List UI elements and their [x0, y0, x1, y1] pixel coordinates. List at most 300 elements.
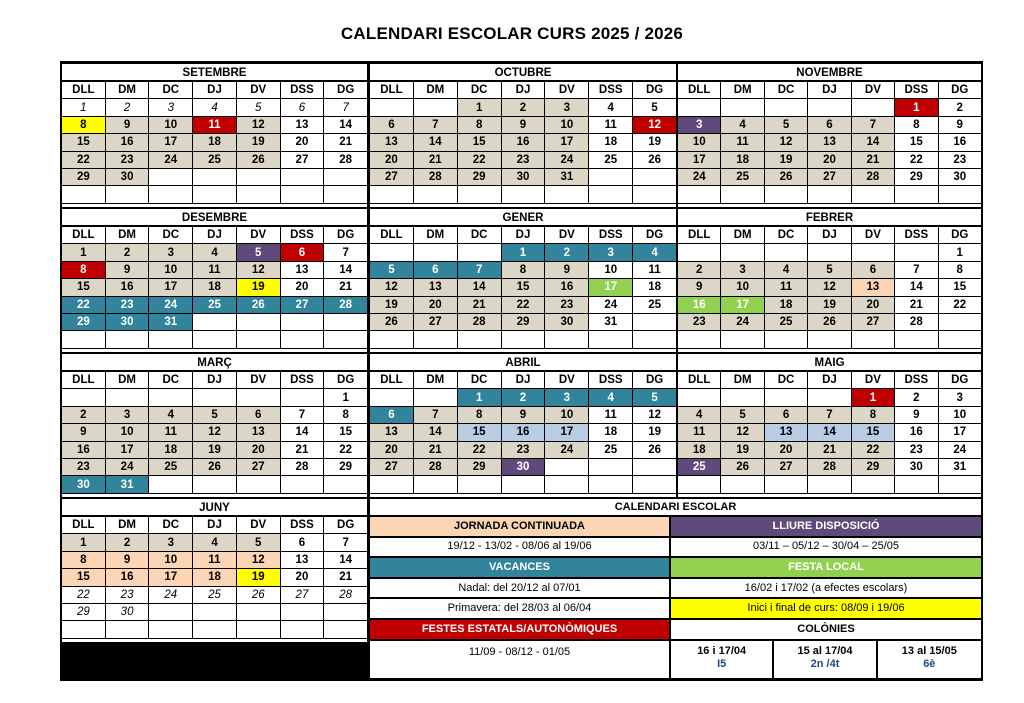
- day-cell: 26: [765, 169, 808, 186]
- day-cell: [281, 314, 325, 331]
- week-row: [678, 442, 981, 459]
- day-cell: 11: [193, 117, 237, 134]
- day-cell: [281, 604, 325, 621]
- day-cell: 15: [939, 279, 981, 296]
- day-cell: [502, 186, 546, 203]
- week-row: [678, 169, 981, 186]
- day-cell: 28: [324, 587, 367, 604]
- jornada-continuada-value: 19/12 - 13/02 - 08/06 al 19/06: [370, 538, 671, 559]
- day-cell: 19: [808, 297, 851, 314]
- month-setembre: [62, 64, 367, 207]
- day-cell: 19: [237, 569, 281, 586]
- legend-title: CALENDARI ESCOLAR: [370, 499, 981, 517]
- day-cell: 9: [62, 424, 106, 441]
- day-cell: 22: [939, 297, 981, 314]
- inici-final-value: Inici i final de curs: 08/09 i 19/06: [671, 599, 981, 620]
- day-cell: 27: [237, 459, 281, 476]
- day-cell: 31: [106, 476, 150, 493]
- day-cell: 2: [895, 389, 938, 406]
- day-cell: 23: [502, 442, 546, 459]
- day-cell: [414, 186, 458, 203]
- day-cell: 8: [62, 552, 106, 569]
- legend-panel: [370, 499, 981, 678]
- day-cell: 25: [589, 152, 633, 169]
- month-name: MARÇ: [62, 354, 367, 372]
- day-cell: 5: [633, 99, 676, 116]
- weekday-label: DSS: [589, 227, 633, 244]
- day-cell: 16: [62, 442, 106, 459]
- week-row: [62, 442, 367, 459]
- day-cell: [370, 99, 414, 116]
- day-cell: [589, 169, 633, 186]
- day-cell: 3: [149, 99, 193, 116]
- day-cell: [678, 331, 721, 348]
- weekday-label: DC: [149, 227, 193, 244]
- weekday-label: DV: [545, 82, 589, 99]
- day-cell: 6: [414, 262, 458, 279]
- weekday-header-row: [370, 227, 676, 244]
- lliure-disposicio-value: 03/11 – 05/12 – 30/04 – 25/05: [671, 538, 981, 559]
- weekday-label: DG: [324, 517, 367, 534]
- weekday-label: DSS: [589, 82, 633, 99]
- weekday-label: DC: [149, 372, 193, 389]
- day-cell: 23: [62, 459, 106, 476]
- day-cell: [193, 604, 237, 621]
- month-name: FEBRER: [678, 209, 981, 227]
- weekday-label: DLL: [62, 227, 106, 244]
- colonies-label: COLÒNIES: [671, 620, 981, 641]
- day-cell: 9: [895, 407, 938, 424]
- day-cell: 12: [237, 552, 281, 569]
- day-cell: [808, 389, 851, 406]
- day-cell: 27: [370, 169, 414, 186]
- day-cell: [852, 186, 895, 203]
- day-cell: [502, 331, 546, 348]
- day-cell: [545, 476, 589, 493]
- week-row: [678, 424, 981, 441]
- day-cell: 2: [545, 244, 589, 261]
- day-cell: 30: [502, 459, 546, 476]
- day-cell: 5: [370, 262, 414, 279]
- weekday-label: DV: [852, 372, 895, 389]
- jornada-continuada-label: JORNADA CONTINUADA: [370, 517, 671, 538]
- day-cell: [589, 186, 633, 203]
- day-cell: [808, 244, 851, 261]
- day-cell: [852, 99, 895, 116]
- day-cell: 30: [545, 314, 589, 331]
- colonies-entry: [878, 641, 981, 678]
- day-cell: 3: [545, 99, 589, 116]
- day-cell: [721, 331, 764, 348]
- day-cell: 15: [62, 569, 106, 586]
- day-cell: 26: [633, 152, 676, 169]
- day-cell: 19: [237, 279, 281, 296]
- day-cell: 22: [502, 297, 546, 314]
- day-cell: 10: [678, 134, 721, 151]
- weekday-header-row: [370, 372, 676, 389]
- day-cell: [458, 331, 502, 348]
- day-cell: 10: [106, 424, 150, 441]
- day-cell: [414, 389, 458, 406]
- day-cell: 18: [589, 424, 633, 441]
- day-cell: 30: [502, 169, 546, 186]
- day-cell: 17: [149, 279, 193, 296]
- day-cell: 1: [939, 244, 981, 261]
- day-cell: [895, 186, 938, 203]
- day-cell: 29: [458, 169, 502, 186]
- day-cell: 13: [808, 134, 851, 151]
- day-cell: [633, 476, 676, 493]
- day-cell: 28: [808, 459, 851, 476]
- day-cell: [149, 604, 193, 621]
- day-cell: 27: [281, 297, 325, 314]
- day-cell: 1: [62, 99, 106, 116]
- day-cell: [370, 244, 414, 261]
- day-cell: 27: [281, 587, 325, 604]
- day-cell: 18: [765, 297, 808, 314]
- day-cell: 7: [324, 244, 367, 261]
- day-cell: 10: [589, 262, 633, 279]
- day-cell: 12: [765, 134, 808, 151]
- week-row: [62, 331, 367, 348]
- day-cell: 4: [633, 244, 676, 261]
- week-row: [62, 459, 367, 476]
- weekday-label: DLL: [370, 82, 414, 99]
- week-row: [678, 134, 981, 151]
- day-cell: 11: [149, 424, 193, 441]
- day-cell: 23: [545, 297, 589, 314]
- day-cell: [808, 99, 851, 116]
- day-cell: [281, 389, 325, 406]
- day-cell: 28: [281, 459, 325, 476]
- day-cell: [281, 476, 325, 493]
- day-cell: 26: [237, 297, 281, 314]
- day-cell: 11: [193, 262, 237, 279]
- day-cell: 26: [237, 152, 281, 169]
- month-juny: [62, 499, 367, 642]
- day-cell: [852, 244, 895, 261]
- day-cell: 7: [895, 262, 938, 279]
- day-cell: 5: [237, 99, 281, 116]
- day-cell: 7: [324, 534, 367, 551]
- day-cell: 24: [721, 314, 764, 331]
- day-cell: 28: [458, 314, 502, 331]
- day-cell: 26: [721, 459, 764, 476]
- day-cell: 19: [721, 442, 764, 459]
- day-cell: 26: [808, 314, 851, 331]
- weekday-label: DLL: [62, 372, 106, 389]
- day-cell: 17: [678, 152, 721, 169]
- day-cell: 21: [808, 442, 851, 459]
- day-cell: 24: [149, 152, 193, 169]
- day-cell: 7: [458, 262, 502, 279]
- week-row: [370, 152, 676, 169]
- day-cell: 18: [633, 279, 676, 296]
- day-cell: 17: [589, 279, 633, 296]
- day-cell: 5: [237, 244, 281, 261]
- weekday-label: DG: [324, 227, 367, 244]
- day-cell: 17: [545, 424, 589, 441]
- day-cell: [106, 389, 150, 406]
- day-cell: 13: [370, 134, 414, 151]
- day-cell: 16: [678, 297, 721, 314]
- festes-value: 11/09 - 08/12 - 01/05: [370, 641, 671, 678]
- week-row: [370, 331, 676, 348]
- day-cell: 1: [852, 389, 895, 406]
- day-cell: 9: [502, 117, 546, 134]
- day-cell: 30: [939, 169, 981, 186]
- day-cell: 17: [149, 569, 193, 586]
- month-març: [62, 354, 367, 497]
- day-cell: [193, 186, 237, 203]
- day-cell: [62, 621, 106, 638]
- day-cell: 14: [324, 262, 367, 279]
- day-cell: 1: [502, 244, 546, 261]
- month-name: SETEMBRE: [62, 64, 367, 82]
- day-cell: 2: [106, 244, 150, 261]
- day-cell: 2: [106, 534, 150, 551]
- day-cell: 11: [589, 407, 633, 424]
- day-cell: 19: [237, 134, 281, 151]
- day-cell: 5: [721, 407, 764, 424]
- day-cell: 20: [370, 442, 414, 459]
- week-row: [62, 621, 367, 638]
- day-cell: 20: [852, 297, 895, 314]
- weekday-label: DM: [721, 82, 764, 99]
- day-cell: [414, 331, 458, 348]
- day-cell: 20: [370, 152, 414, 169]
- day-cell: 21: [324, 279, 367, 296]
- day-cell: 9: [106, 262, 150, 279]
- month-name: ABRIL: [370, 354, 676, 372]
- day-cell: 18: [193, 279, 237, 296]
- day-cell: 15: [458, 424, 502, 441]
- day-cell: 2: [502, 99, 546, 116]
- day-cell: 18: [193, 134, 237, 151]
- lliure-disposicio-label: LLIURE DISPOSICIÓ: [671, 517, 981, 538]
- day-cell: 13: [237, 424, 281, 441]
- week-row: [62, 99, 367, 116]
- week-row: [62, 169, 367, 186]
- week-row: [62, 604, 367, 621]
- month-gener: [370, 209, 676, 352]
- colonies-entry: [774, 641, 877, 678]
- primavera-value: Primavera: del 28/03 al 06/04: [370, 599, 671, 620]
- weekday-label: DM: [106, 372, 150, 389]
- weekday-label: DM: [106, 517, 150, 534]
- week-row: [62, 552, 367, 569]
- month-octubre: [370, 64, 676, 207]
- weekday-label: DJ: [193, 227, 237, 244]
- day-cell: 10: [545, 407, 589, 424]
- day-cell: 29: [458, 459, 502, 476]
- day-cell: 28: [414, 169, 458, 186]
- weekday-label: DC: [765, 227, 808, 244]
- day-cell: 30: [106, 314, 150, 331]
- day-cell: 15: [62, 134, 106, 151]
- day-cell: [62, 331, 106, 348]
- day-cell: [370, 389, 414, 406]
- day-cell: 3: [149, 244, 193, 261]
- day-cell: [545, 331, 589, 348]
- day-cell: 4: [193, 244, 237, 261]
- day-cell: 8: [458, 117, 502, 134]
- weekday-label: DV: [237, 82, 281, 99]
- day-cell: [458, 244, 502, 261]
- day-cell: 11: [589, 117, 633, 134]
- day-cell: [324, 314, 367, 331]
- day-cell: 29: [852, 459, 895, 476]
- day-cell: 14: [324, 552, 367, 569]
- weekday-label: DG: [633, 82, 676, 99]
- day-cell: 9: [106, 552, 150, 569]
- day-cell: [62, 186, 106, 203]
- month-maig: [678, 354, 981, 497]
- weekday-label: DLL: [370, 372, 414, 389]
- week-row: [62, 117, 367, 134]
- day-cell: 15: [62, 279, 106, 296]
- week-row: [370, 134, 676, 151]
- week-row: [62, 476, 367, 493]
- day-cell: 19: [633, 134, 676, 151]
- day-cell: 12: [237, 262, 281, 279]
- month-name: DESEMBRE: [62, 209, 367, 227]
- weekday-label: DSS: [281, 372, 325, 389]
- day-cell: [502, 476, 546, 493]
- week-row: [62, 587, 367, 604]
- month-name: JUNY: [62, 499, 367, 517]
- week-row: [62, 152, 367, 169]
- day-cell: 7: [808, 407, 851, 424]
- day-cell: [237, 604, 281, 621]
- colonies-dates: 16 i 17/04: [697, 644, 747, 657]
- day-cell: [414, 244, 458, 261]
- day-cell: 28: [895, 314, 938, 331]
- day-cell: 4: [589, 99, 633, 116]
- day-cell: 23: [939, 152, 981, 169]
- day-cell: 7: [281, 407, 325, 424]
- day-cell: 10: [545, 117, 589, 134]
- day-cell: [678, 186, 721, 203]
- day-cell: 14: [458, 279, 502, 296]
- day-cell: [237, 389, 281, 406]
- day-cell: 2: [502, 389, 546, 406]
- month-name: GENER: [370, 209, 676, 227]
- day-cell: 16: [895, 424, 938, 441]
- day-cell: 12: [633, 407, 676, 424]
- weekday-header-row: [678, 227, 981, 244]
- day-cell: [370, 331, 414, 348]
- day-cell: [721, 99, 764, 116]
- day-cell: [678, 99, 721, 116]
- day-cell: 15: [324, 424, 367, 441]
- day-cell: 1: [62, 244, 106, 261]
- day-cell: 10: [939, 407, 981, 424]
- vacances-label: VACANCES: [370, 558, 671, 579]
- day-cell: 30: [106, 604, 150, 621]
- month-febrer: [678, 209, 981, 352]
- day-cell: [106, 621, 150, 638]
- day-cell: 25: [721, 169, 764, 186]
- day-cell: 15: [458, 134, 502, 151]
- week-row: [678, 262, 981, 279]
- festa-local-label: FESTA LOCAL: [671, 558, 981, 579]
- day-cell: 14: [414, 134, 458, 151]
- day-cell: 24: [545, 152, 589, 169]
- weekday-label: DJ: [502, 227, 546, 244]
- day-cell: 16: [502, 134, 546, 151]
- month-novembre: [678, 64, 981, 207]
- day-cell: 7: [414, 407, 458, 424]
- day-cell: [237, 186, 281, 203]
- weekday-label: DC: [149, 517, 193, 534]
- week-row: [62, 389, 367, 406]
- day-cell: [895, 331, 938, 348]
- day-cell: 16: [545, 279, 589, 296]
- day-cell: [370, 476, 414, 493]
- day-cell: [939, 186, 981, 203]
- day-cell: [589, 476, 633, 493]
- weekday-label: DG: [324, 82, 367, 99]
- day-cell: [939, 314, 981, 331]
- day-cell: 17: [939, 424, 981, 441]
- day-cell: [895, 244, 938, 261]
- day-cell: 14: [808, 424, 851, 441]
- day-cell: [633, 186, 676, 203]
- day-cell: 3: [678, 117, 721, 134]
- day-cell: 12: [237, 117, 281, 134]
- day-cell: 6: [370, 117, 414, 134]
- day-cell: 29: [895, 169, 938, 186]
- weekday-label: DLL: [678, 372, 721, 389]
- week-row: [62, 297, 367, 314]
- day-cell: [939, 476, 981, 493]
- day-cell: 29: [324, 459, 367, 476]
- week-row: [370, 297, 676, 314]
- day-cell: 16: [106, 279, 150, 296]
- day-cell: 4: [589, 389, 633, 406]
- day-cell: 4: [193, 99, 237, 116]
- day-cell: 1: [62, 534, 106, 551]
- day-cell: 18: [721, 152, 764, 169]
- week-row: [370, 262, 676, 279]
- day-cell: 15: [502, 279, 546, 296]
- weekday-label: DM: [721, 227, 764, 244]
- day-cell: [324, 476, 367, 493]
- day-cell: 3: [106, 407, 150, 424]
- week-row: [370, 389, 676, 406]
- day-cell: 10: [721, 279, 764, 296]
- day-cell: 3: [149, 534, 193, 551]
- weekday-label: DV: [545, 372, 589, 389]
- day-cell: 6: [370, 407, 414, 424]
- day-cell: 13: [281, 262, 325, 279]
- week-row: [370, 99, 676, 116]
- day-cell: [765, 331, 808, 348]
- day-cell: 6: [281, 534, 325, 551]
- day-cell: 23: [895, 442, 938, 459]
- day-cell: [281, 331, 325, 348]
- day-cell: 8: [458, 407, 502, 424]
- day-cell: 25: [193, 152, 237, 169]
- weekday-label: DG: [324, 372, 367, 389]
- day-cell: 4: [765, 262, 808, 279]
- weekday-label: DG: [633, 227, 676, 244]
- weekday-label: DG: [939, 227, 981, 244]
- month-desembre: [62, 209, 367, 352]
- day-cell: 27: [370, 459, 414, 476]
- day-cell: 24: [106, 459, 150, 476]
